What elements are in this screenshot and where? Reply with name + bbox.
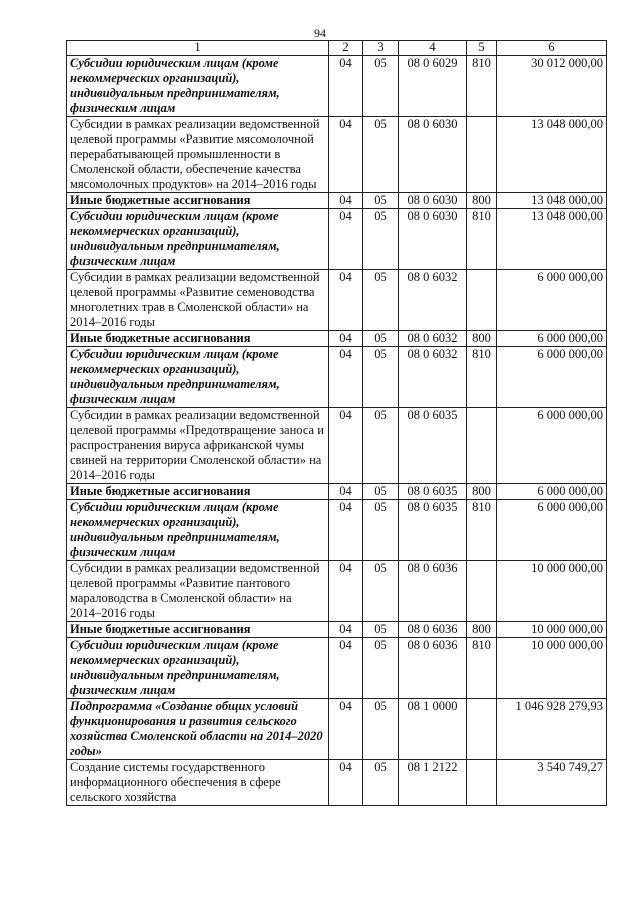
- row-section-cell: 04: [329, 347, 363, 408]
- row-expense-type-cell: 800: [467, 622, 497, 638]
- row-subsection-cell: 05: [363, 193, 399, 209]
- column-header: 6: [497, 41, 607, 56]
- row-name-cell: Иные бюджетные ассигнования: [67, 622, 329, 638]
- row-subsection-cell: 05: [363, 117, 399, 193]
- row-expense-type-cell: 800: [467, 331, 497, 347]
- row-section-cell: 04: [329, 699, 363, 760]
- row-name-cell: Иные бюджетные ассигнования: [67, 331, 329, 347]
- row-section-cell: 04: [329, 500, 363, 561]
- table-row: [67, 500, 607, 561]
- row-amount-cell: 6 000 000,00: [497, 408, 607, 484]
- row-name-cell: Иные бюджетные ассигнования: [67, 484, 329, 500]
- row-name-cell: Субсидии в рамках реализации ведомственной целевой программы «Развитие семеноводства многолетних трав в Смоленской области» на 2014–2016 годы: [67, 270, 329, 331]
- budget-table: [66, 40, 607, 806]
- row-expense-type-cell: [467, 699, 497, 760]
- row-name-cell: Создание системы государственного информационного обеспечения в сфере сельского хозяйства: [67, 760, 329, 806]
- row-name-cell: Субсидии в рамках реализации ведомственной целевой программы «Предотвращение заноса и распространения вируса африканской чумы свиней на территории Смоленской области» на 2014–2016 годы: [67, 408, 329, 484]
- table-row: [67, 270, 607, 331]
- row-target-article-cell: 08 0 6030: [399, 209, 467, 270]
- row-subsection-cell: 05: [363, 56, 399, 117]
- row-subsection-cell: 05: [363, 331, 399, 347]
- row-amount-cell: 10 000 000,00: [497, 622, 607, 638]
- row-amount-cell: 6 000 000,00: [497, 270, 607, 331]
- table-row: [67, 638, 607, 699]
- row-target-article-cell: 08 1 2122: [399, 760, 467, 806]
- row-subsection-cell: 05: [363, 760, 399, 806]
- row-subsection-cell: 05: [363, 622, 399, 638]
- row-section-cell: 04: [329, 209, 363, 270]
- row-subsection-cell: 05: [363, 699, 399, 760]
- row-name-cell: Субсидии юридическим лицам (кроме некоммерческих организаций), индивидуальным предпринимателям, физическим лицам: [67, 209, 329, 270]
- row-subsection-cell: 05: [363, 347, 399, 408]
- row-target-article-cell: 08 0 6035: [399, 500, 467, 561]
- row-amount-cell: 13 048 000,00: [497, 117, 607, 193]
- row-expense-type-cell: [467, 561, 497, 622]
- column-header: 1: [67, 41, 329, 56]
- row-subsection-cell: 05: [363, 638, 399, 699]
- row-expense-type-cell: 810: [467, 500, 497, 561]
- table-row: [67, 347, 607, 408]
- row-amount-cell: 1 046 928 279,93: [497, 699, 607, 760]
- row-section-cell: 04: [329, 270, 363, 331]
- row-target-article-cell: 08 0 6036: [399, 638, 467, 699]
- row-expense-type-cell: [467, 408, 497, 484]
- table-body: [67, 56, 607, 806]
- row-section-cell: 04: [329, 56, 363, 117]
- row-name-cell: Субсидии в рамках реализации ведомственной целевой программы «Развитие пантового мараловодства в Смоленской области» на 2014–2016 годы: [67, 561, 329, 622]
- row-target-article-cell: 08 0 6029: [399, 56, 467, 117]
- row-amount-cell: 6 000 000,00: [497, 484, 607, 500]
- row-subsection-cell: 05: [363, 209, 399, 270]
- row-name-cell: Субсидии юридическим лицам (кроме некоммерческих организаций), индивидуальным предпринимателям, физическим лицам: [67, 56, 329, 117]
- table-row: [67, 561, 607, 622]
- table-row: [67, 699, 607, 760]
- row-subsection-cell: 05: [363, 500, 399, 561]
- row-expense-type-cell: [467, 270, 497, 331]
- row-amount-cell: 10 000 000,00: [497, 561, 607, 622]
- row-target-article-cell: 08 0 6035: [399, 484, 467, 500]
- row-expense-type-cell: 810: [467, 209, 497, 270]
- row-section-cell: 04: [329, 638, 363, 699]
- row-amount-cell: 6 000 000,00: [497, 331, 607, 347]
- row-target-article-cell: 08 0 6030: [399, 193, 467, 209]
- row-amount-cell: 3 540 749,27: [497, 760, 607, 806]
- row-amount-cell: 10 000 000,00: [497, 638, 607, 699]
- row-subsection-cell: 05: [363, 561, 399, 622]
- page-number: 94: [314, 26, 326, 40]
- row-section-cell: 04: [329, 561, 363, 622]
- row-amount-cell: 6 000 000,00: [497, 500, 607, 561]
- row-section-cell: 04: [329, 193, 363, 209]
- table-row: [67, 56, 607, 117]
- row-target-article-cell: 08 0 6036: [399, 622, 467, 638]
- header-row: [67, 41, 607, 56]
- row-amount-cell: 13 048 000,00: [497, 193, 607, 209]
- row-target-article-cell: 08 0 6030: [399, 117, 467, 193]
- row-section-cell: 04: [329, 622, 363, 638]
- column-header: 4: [399, 41, 467, 56]
- row-expense-type-cell: 800: [467, 193, 497, 209]
- row-amount-cell: 6 000 000,00: [497, 347, 607, 408]
- row-section-cell: 04: [329, 484, 363, 500]
- row-section-cell: 04: [329, 760, 363, 806]
- table-row: [67, 193, 607, 209]
- row-target-article-cell: 08 1 0000: [399, 699, 467, 760]
- table-row: [67, 209, 607, 270]
- row-section-cell: 04: [329, 331, 363, 347]
- column-header: 5: [467, 41, 497, 56]
- table-row: [67, 484, 607, 500]
- row-target-article-cell: 08 0 6032: [399, 347, 467, 408]
- row-expense-type-cell: 800: [467, 484, 497, 500]
- table-row: [67, 622, 607, 638]
- row-target-article-cell: 08 0 6036: [399, 561, 467, 622]
- table-row: [67, 117, 607, 193]
- row-name-cell: Субсидии в рамках реализации ведомственной целевой программы «Развитие мясомолочной перерабатывающей промышленности в Смоленской области, обеспечение качества мясомолочных продуктов» на 2014–2016 годы: [67, 117, 329, 193]
- row-target-article-cell: 08 0 6035: [399, 408, 467, 484]
- row-name-cell: Иные бюджетные ассигнования: [67, 193, 329, 209]
- table-row: [67, 760, 607, 806]
- row-expense-type-cell: 810: [467, 56, 497, 117]
- row-subsection-cell: 05: [363, 484, 399, 500]
- column-header: 2: [329, 41, 363, 56]
- row-expense-type-cell: 810: [467, 638, 497, 699]
- row-section-cell: 04: [329, 117, 363, 193]
- row-amount-cell: 30 012 000,00: [497, 56, 607, 117]
- row-section-cell: 04: [329, 408, 363, 484]
- column-header: 3: [363, 41, 399, 56]
- row-expense-type-cell: 810: [467, 347, 497, 408]
- row-name-cell: Субсидии юридическим лицам (кроме некоммерческих организаций), индивидуальным предпринимателям, физическим лицам: [67, 500, 329, 561]
- row-subsection-cell: 05: [363, 408, 399, 484]
- row-amount-cell: 13 048 000,00: [497, 209, 607, 270]
- table-row: [67, 331, 607, 347]
- row-target-article-cell: 08 0 6032: [399, 270, 467, 331]
- row-subsection-cell: 05: [363, 270, 399, 331]
- row-target-article-cell: 08 0 6032: [399, 331, 467, 347]
- row-name-cell: Субсидии юридическим лицам (кроме некоммерческих организаций), индивидуальным предпринимателям, физическим лицам: [67, 347, 329, 408]
- row-expense-type-cell: [467, 760, 497, 806]
- table-row: [67, 408, 607, 484]
- row-name-cell: Подпрограмма «Создание общих условий функционирования и развития сельского хозяйства Смоленской области на 2014–2020 годы»: [67, 699, 329, 760]
- row-name-cell: Субсидии юридическим лицам (кроме некоммерческих организаций), индивидуальным предпринимателям, физическим лицам: [67, 638, 329, 699]
- row-expense-type-cell: [467, 117, 497, 193]
